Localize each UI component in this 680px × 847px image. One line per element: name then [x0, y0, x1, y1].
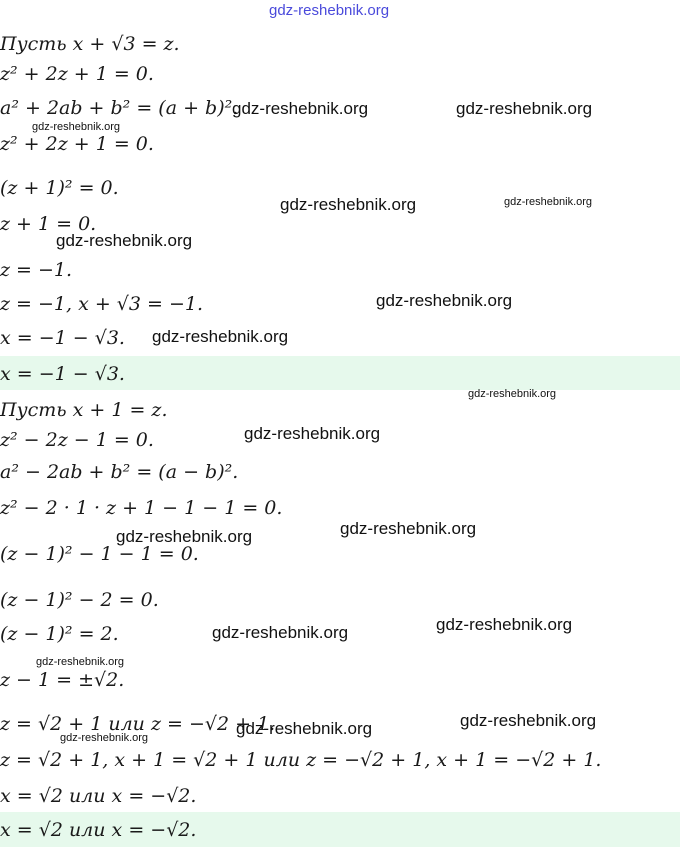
solution-line-12: a² − 2ab + b² = (a − b)². — [0, 461, 239, 483]
watermark: gdz-reshebnik.org — [376, 291, 513, 310]
watermark: gdz-reshebnik.org — [460, 711, 597, 730]
solution-line-6: z + 1 = 0. — [0, 213, 97, 235]
watermark: gdz-reshebnik.org — [236, 719, 373, 738]
solution-line-15: (z − 1)² − 2 = 0. — [0, 589, 159, 611]
solution-line-20: x = √2 или x = −√2. — [0, 785, 197, 807]
solution-line-19: z = √2 + 1, x + 1 = √2 + 1 или z = −√2 + 1, x + 1 = −√2 + 1. — [0, 749, 602, 771]
watermark: gdz-reshebnik.org — [60, 732, 149, 744]
solution-line-5: (z + 1)² = 0. — [0, 177, 119, 199]
watermark: gdz-reshebnik.org — [280, 195, 417, 214]
watermark: gdz-reshebnik.org — [56, 231, 193, 250]
solution-line-18: z = √2 + 1 или z = −√2 + 1. — [0, 713, 276, 735]
watermark: gdz-reshebnik.org — [232, 99, 369, 118]
solution-line-9: x = −1 − √3. — [0, 327, 125, 349]
watermark: gdz-reshebnik.org — [468, 388, 557, 400]
solution-line-13: z² − 2 · 1 · z + 1 − 1 − 1 = 0. — [0, 497, 283, 519]
site-link[interactable]: gdz-reshebnik.org — [269, 2, 390, 19]
watermark: gdz-reshebnik.org — [504, 196, 593, 208]
solution-line-2: z² + 2z + 1 = 0. — [0, 63, 154, 85]
solution-line-10: Пусть x + 1 = z. — [0, 399, 168, 421]
watermark: gdz-reshebnik.org — [212, 623, 349, 642]
solution-line-16: (z − 1)² = 2. — [0, 623, 119, 645]
watermark: gdz-reshebnik.org — [436, 615, 573, 634]
answer-2: x = √2 или x = −√2. — [0, 819, 197, 841]
watermark: gdz-reshebnik.org — [244, 424, 381, 443]
solution-line-1: Пусть x + √3 = z. — [0, 33, 180, 55]
watermark: gdz-reshebnik.org — [152, 327, 289, 346]
watermark: gdz-reshebnik.org — [36, 656, 125, 668]
solution-line-11: z² − 2z − 1 = 0. — [0, 429, 154, 451]
solution-line-8: z = −1, x + √3 = −1. — [0, 293, 204, 315]
solution-line-4: z² + 2z + 1 = 0. — [0, 133, 154, 155]
watermark: gdz-reshebnik.org — [116, 527, 253, 546]
solution-line-3: a² + 2ab + b² = (a + b)². — [0, 97, 239, 119]
watermark: gdz-reshebnik.org — [340, 519, 477, 538]
solution-line-7: z = −1. — [0, 259, 73, 281]
solution-line-14: (z − 1)² − 1 − 1 = 0. — [0, 543, 199, 565]
solution-line-17: z − 1 = ±√2. — [0, 669, 125, 691]
watermark: gdz-reshebnik.org — [32, 121, 121, 133]
watermark: gdz-reshebnik.org — [456, 99, 593, 118]
answer-1: x = −1 − √3. — [0, 363, 125, 385]
